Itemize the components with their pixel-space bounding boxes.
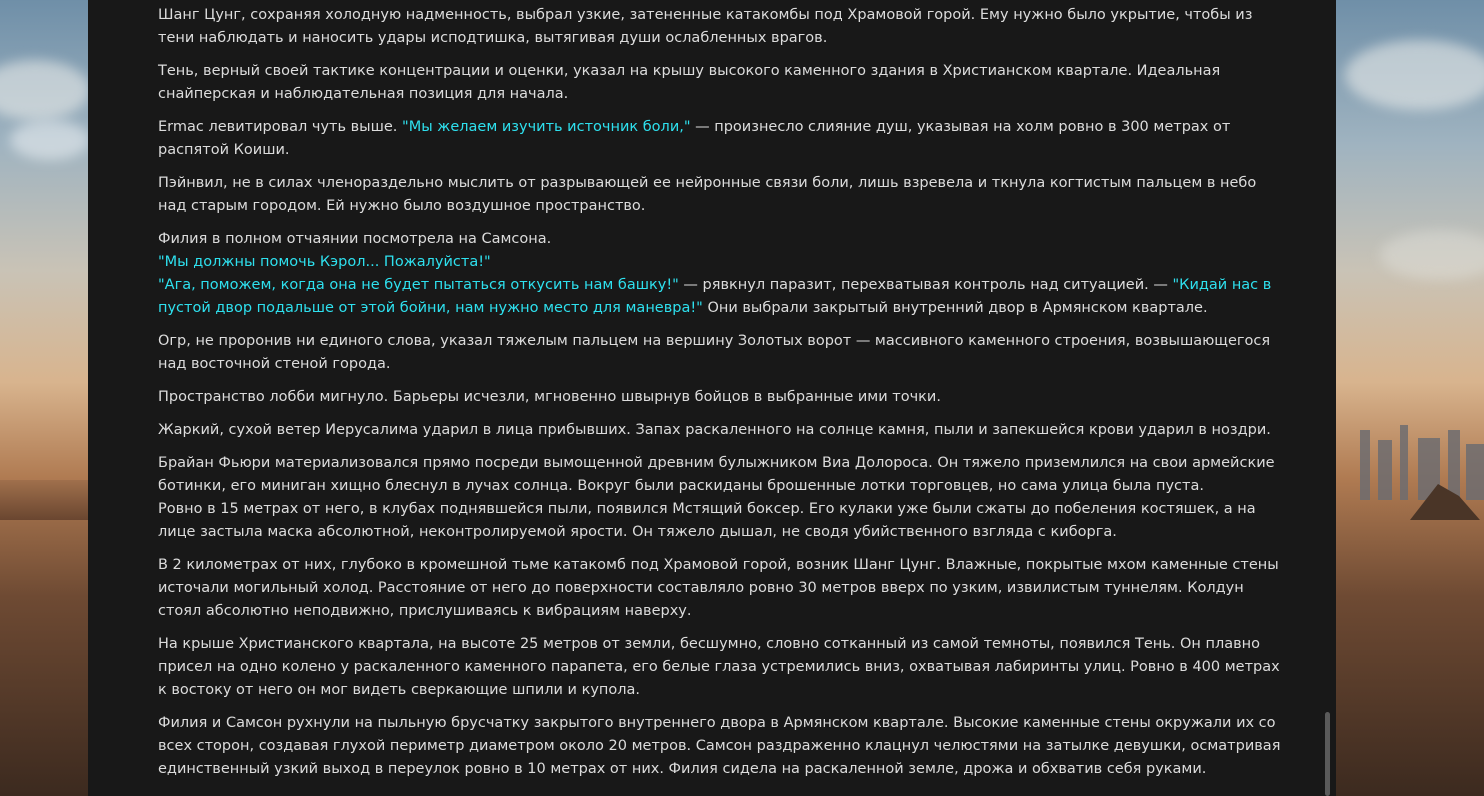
paragraph: Филия и Самсон рухнули на пыльную брусчатку закрытого внутреннего двора в Армянском квартале. Высокие каменные стены окружали их со всех сторон, создавая глухой периметр диаметром около 20 метров. Самсон раздраженно клацнул челюстями на затылке девушки, осматривая единственный узкий выход в переулок ровно в 10 метрах от них. Филия сидела на раскаленной земле, дрожа и обхватив себя руками. [158, 715, 1281, 777]
speech-quote: "Мы желаем изучить источник боли," [402, 119, 691, 135]
speech-quote: "Ага, поможем, когда она не будет пытаться откусить нам башку!" [158, 277, 679, 293]
cloud [1345, 40, 1484, 110]
narration: Филия в полном отчаянии посмотрела на Самсона. [158, 231, 552, 247]
narration: Ermac левитировал чуть выше. [158, 119, 398, 135]
desert-horizon [0, 480, 90, 520]
paragraph: Жаркий, сухой ветер Иерусалима ударил в лица прибывших. Запах раскаленного на солнце камня, пыли и запекшейся крови ударил в ноздри. [158, 422, 1271, 438]
narration: Брайан Фьюри материализовался прямо посреди вымощенной древним булыжником Виа Долороса. Он тяжело приземлился на свои армейские ботинки, его миниган хищно блеснул в лучах солнца. Вокруг были раскиданы брошенные лотки торговцев, но сама улица была пуста. [158, 455, 1275, 494]
narration: Они выбрали закрытый внутренний двор в Армянском квартале. [707, 300, 1208, 316]
paragraph: Шанг Цунг, сохраняя холодную надменность, выбрал узкие, затененные катакомбы под Храмовой горой. Ему нужно было укрытие, чтобы из тени наблюдать и наносить удары исподтишка, вытягивая души ослабленных врагов. [158, 7, 1253, 46]
ruin-tower [1448, 430, 1460, 500]
scrollbar-thumb[interactable] [1325, 712, 1330, 796]
ruin-tower [1466, 444, 1484, 500]
paragraph [158, 116, 1288, 162]
speech-quote: "Кидай нас в пустой двор подальше от этой бойни, нам нужно место для маневра!" [158, 277, 1272, 316]
narration: — рявкнул паразит, перехватывая контроль над ситуацией. — [683, 277, 1168, 293]
cloud [10, 120, 90, 160]
paragraph [158, 452, 1288, 544]
cloud [0, 60, 90, 120]
paragraph: Пэйнвил, не в силах членораздельно мыслить от разрывающей ее нейронные связи боли, лишь взревела и ткнула когтистым пальцем в небо над старым городом. Ей нужно было воздушное пространство. [158, 175, 1257, 214]
paragraph: В 2 километрах от них, глубоко в кромешной тьме катакомб под Храмовой горой, возник Шанг Цунг. Влажные, покрытые мхом каменные стены источали могильный холод. Расстояние от него до поверхности составляло ровно 30 метров вверх по узким, извилистым туннелям. Колдун стоял абсолютно неподвижно, прислушиваясь к вибрациям наверху. [158, 557, 1279, 619]
narration: — произнесло слияние душ, указывая на холм ровно в 300 метрах от распятой Коиши. [158, 119, 1231, 158]
cloud [1380, 230, 1484, 280]
ruin-tower [1400, 425, 1408, 500]
narration: Ровно в 15 метрах от него, в клубах поднявшейся пыли, появился Мстящий боксер. Его кулаки уже были сжаты до побеления костяшек, а на лице застыла маска абсолютной, неконтролируемой ярости. Он тяжело дышал, не сводя убийственного взгляда с киборга. [158, 501, 1256, 540]
paragraph: Тень, верный своей тактике концентрации и оценки, указал на крышу высокого каменного здания в Христианском квартале. Идеальная снайперская и наблюдательная позиция для начала. [158, 63, 1221, 102]
paragraph: Пространство лобби мигнуло. Барьеры исчезли, мгновенно швырнув бойцов в выбранные ими точки. [158, 389, 941, 405]
paragraph: На крыше Христианского квартала, на высоте 25 метров от земли, бесшумно, словно сотканный из самой темноты, появился Тень. Он плавно присел на одно колено у раскаленного каменного парапета, его белые глаза устремились вниз, охватывая лабиринты улиц. Ровно в 400 метрах к востоку от него он мог видеть сверкающие шпили и купола. [158, 636, 1280, 698]
ruin-tower [1378, 440, 1392, 500]
message-content [158, 4, 1288, 791]
paragraph [158, 228, 1288, 320]
ruin-tower [1360, 430, 1370, 500]
speech-quote: "Мы должны помочь Кэрол... Пожалуйста!" [158, 254, 491, 270]
chat-message-panel [88, 0, 1336, 796]
paragraph: Огр, не проронив ни единого слова, указал тяжелым пальцем на вершину Золотых ворот — массивного каменного строения, возвышающегося над восточной стеной города. [158, 333, 1271, 372]
